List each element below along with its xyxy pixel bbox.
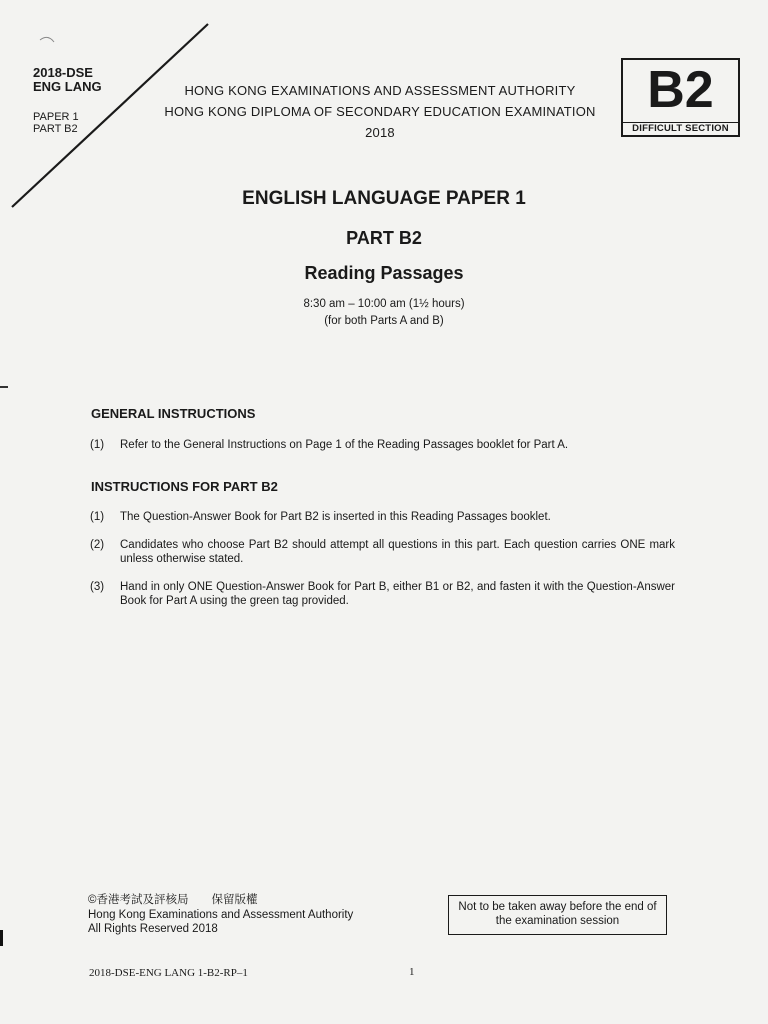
footer-code: 2018-DSE-ENG LANG 1-B2-RP–1 [89,967,248,979]
exam-code [33,66,102,94]
list-item [90,438,675,452]
section-code: B2 [647,61,714,119]
page-number: 1 [409,966,415,978]
item-number: (3) [90,581,105,593]
authority-name: HONG KONG EXAMINATIONS AND ASSESSMENT AUTHORITY [184,83,576,98]
item-text: The Question-Answer Book for Part B2 is inserted in this Reading Passages booklet. [120,511,551,523]
copyright-block [88,893,353,937]
notice-box: Not to be taken away before the end of the examination session [448,895,667,935]
exam-subject: ENG LANG [33,79,102,94]
paper-part: PART B2 [33,123,78,135]
margin-mark [0,930,3,946]
copyright-chinese: ©香港考試及評核局 保留版權 [88,894,258,906]
time-range: 8:30 am – 10:00 am (1½ hours) [303,298,465,310]
section-badge [621,58,740,137]
item-text: Refer to the General Instructions on Page 1 of the Reading Passages booklet for Part A. [120,439,569,451]
copyright-rights: All Rights Reserved 2018 [88,923,218,935]
list-item [90,580,675,608]
exam-year: 2018-DSE [33,65,93,80]
paper-code [33,111,79,135]
general-instructions-heading: GENERAL INSTRUCTIONS [91,406,256,421]
item-number: (2) [90,539,105,551]
section-label: DIFFICULT SECTION [623,122,738,135]
copyright-org: Hong Kong Examinations and Assessment Authority [88,908,354,921]
item-text: Candidates who choose Part B2 should attempt all questions in this part. Each question carries ONE mark unless otherwise stated. [120,539,675,565]
paper-title: ENGLISH LANGUAGE PAPER 1 [242,188,526,209]
partb2-instructions-heading: INSTRUCTIONS FOR PART B2 [91,479,278,494]
item-number: (1) [90,439,105,451]
exam-time [0,296,768,330]
item-number: (1) [90,511,105,523]
margin-mark [0,386,8,388]
authority-header [150,80,610,143]
part-title: PART B2 [346,228,422,248]
paper-number: PAPER 1 [33,111,79,123]
exam-name: HONG KONG DIPLOMA OF SECONDARY EDUCATION EXAMINATION 2018 [164,104,596,140]
item-text: Hand in only ONE Question-Answer Book for Part B, either B1 or B2, and fasten it with the Question-Answer Book for Part A using the green tag provided. [120,581,675,607]
time-scope: (for both Parts A and B) [324,315,444,327]
list-item [90,510,675,524]
booklet-title: Reading Passages [304,263,464,283]
list-item [90,538,675,566]
